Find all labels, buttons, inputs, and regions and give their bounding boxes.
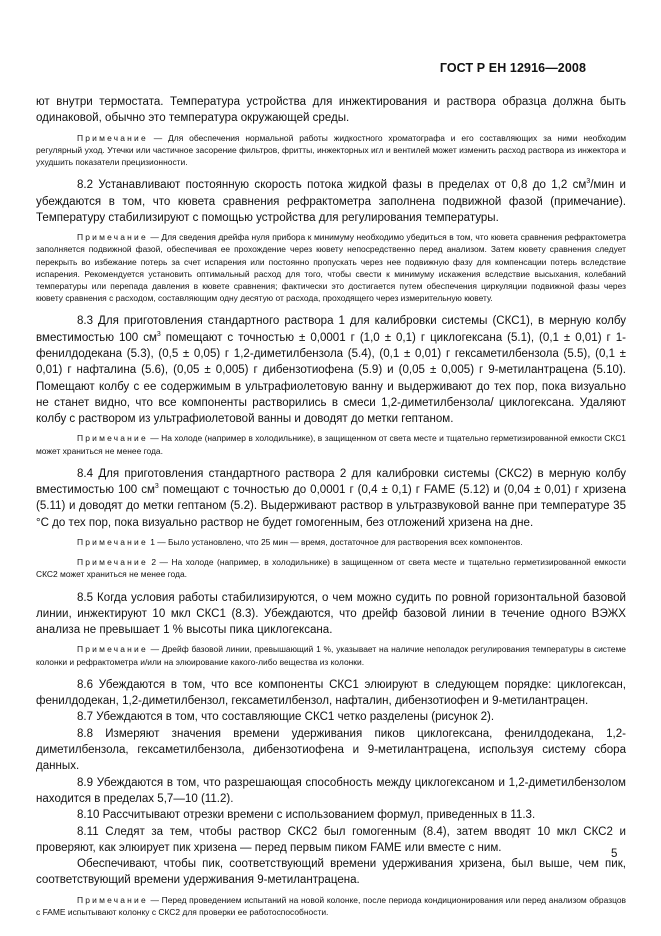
note-label: Примечание xyxy=(77,232,148,243)
note-label: Примечание xyxy=(77,433,148,444)
paragraph-8-7: 8.7 Убеждаются в том, что составляющие СКС1 четко разделены (рисунок 2). xyxy=(77,711,495,724)
note-text: — Дрейф базовой линии, превышающий 1 %, указывает на наличие неполадок регулирования температуры в системе колонки и рефрактометра и/или на элюирование какого-либо вещества из колонки. xyxy=(36,644,626,667)
note-text: — Перед проведением испытаний на новой колонке, после периода кондиционирования или перед анализом образцов с FAME испытывают колонку с СКС2 для проверки ее работоспособности. xyxy=(36,894,626,917)
note-8-4-2 xyxy=(36,556,626,580)
note-text: 2 — На холоде (например, в холодильнике) в защищенном от света месте и тщательно герметизированной емкости СКС2 может храниться не менее года. xyxy=(36,557,626,580)
note-text: 1 — Было установлено, что 25 мин — время, достаточное для растворения всех компонентов. xyxy=(147,536,523,547)
paragraph-8-11-b: Обеспечивают, чтобы пик, соответствующий времени удерживания хризена, был выше, чем пик, соответствующий времени удерживания 9-метилантрацена. xyxy=(36,858,626,887)
document-body xyxy=(36,94,626,918)
document-header: ГОСТ Р ЕН 12916—2008 xyxy=(439,61,586,75)
note-8-2 xyxy=(36,231,626,304)
paragraph-8-8: 8.8 Измеряют значения времени удерживания пиков циклогексана, фенилдодекана, 1,2-диметилбензола, гексаметилбензола, дибензотиофена и 9-метилантрацена, используя систему сбора данных. xyxy=(36,727,626,773)
note-text: — На холоде (например в холодильнике), в защищенном от света месте и тщательно герметизированной емкости СКС1 может храниться не менее года. xyxy=(36,433,626,456)
paragraph-8-3: 8.3 Для приготовления стандартного раствора 1 для калибровки системы (СКС1), в мерную колбу вместимостью 100 $см^3$ помещают с точностью ± 0,0001 г (1,0 ± 0,1) г циклогексана (5.1), (0,1 ± 0,01) г 1-фенилдодекана (5.3), (0,5 ± 0,05) г 1,2-диметилбензола (5.4), (0,1 ± 0,01) г гексаметилбензола (5.5), (0,1 ± 0,01) г нафталина (5.6), (0,05 ± 0,005) г дибензотиофена (5.9) и (0,05 ± 0,005) г 9-метилантрацена (5.10). Помещают колбу с ее содержимым в ультрафиолетовую ванну и выдерживают до тех пор, пока визуально не станет видно, что все компоненты растворились в смеси 1,2-диметилбензола/ циклогексана. Удаляют колбу с раствором из ультрафиолетовой ванны и доводят до метки гептаном. xyxy=(36,315,626,426)
note-label: Примечание xyxy=(77,132,148,143)
paragraph-8-9: 8.9 Убеждаются в том, что разрешающая способность между циклогексаном и 1,2-диметилбензолом находится в пределах 5,7—10 (11.2). xyxy=(36,776,626,805)
paragraph-8-5: 8.5 Когда условия работы стабилизируются, о чем можно судить по ровной горизонтальной базовой линии, инжектируют 10 мкл СКС1 (8.3). Убеждаются, что дрейф базовой линии в течение одного ВЭЖХ анализа не превышает 1 % высоты пика циклогексана. xyxy=(36,591,626,637)
paragraph-8-6: 8.6 Убеждаются в том, что все компоненты СКС1 элюируют в следующем порядке: циклогексан, фенилдодекан, 1,2-диметилбензол, гексаметилбензол, нафталин, дибензотиофен и 9-метилантрацен. xyxy=(36,678,626,708)
paragraph-8-11: 8.11 Следят за тем, чтобы раствор СКС2 был гомогенным (8.4), затем вводят 10 мкл СКС2 и проверяют, как элюирует пик хризена — перед первым пиком FAME или вместе с ним. xyxy=(36,825,626,854)
paragraph-8-4: 8.4 Для приготовления стандартного раствора 2 для калибровки системы (СКС2) в мерную колбу вместимостью 100 $см^3$ помещают с точностью до 0,0001 г (0,4 ± 0,1) г FAME (5.12) и (0,04 ± 0,01) г хризена (5.11) и доводят до метки гептаном (5.2). Выдерживают раствор в ультразвуковой ванне при температуре 35 °С до тех пор, пока визуально раствор не будет гомогенным, без отложений хризена на дне. xyxy=(36,467,626,529)
note-8-11 xyxy=(36,894,626,918)
paragraph-intro: ют внутри термостата. Температура устройства для инжектирования и раствора образца должна быть одинаковой, обычно это температура окружающей среды. xyxy=(36,96,626,125)
note-text: — Для сведения дрейфа нуля прибора к минимуму необходимо убедиться в том, что кювета сравнения рефрактометра заполняется подвижной фазой, обеспечивая ее прохождение через кювету непосредственно перед анализом. Затем кювету сравнения следует перекрыть во избежание потерь за счет испарения или постоянно пропускать через нее подвижную фазу для компенсации потерь вследствие испарения. Рекомендуется установить оптимальный расход для того, чтобы свести к минимуму искажения вследствие высыхания, колебаний температуры или перепада давления в кювете сравнения; фактически это достигается путем обеспечения циркуляции подвижной фазы через кювету сравнения с расходом, составляющим одну десятую от расхода, проходящего через измерительную кювету. xyxy=(36,232,626,304)
note-label: Примечание xyxy=(77,644,148,655)
note-label: Примечание xyxy=(77,557,148,568)
note-1 xyxy=(36,132,626,169)
note-8-4-1 xyxy=(36,536,626,548)
paragraph-8-10: 8.10 Рассчитывают отрезки времени с использованием формул, приведенных в 11.3. xyxy=(77,809,536,822)
note-label: Примечание xyxy=(77,894,148,905)
note-text: — Для обеспечения нормальной работы жидкостного хроматографа и его составляющих за ними необходим регулярный уход. Утечки или частичное засорение фильтров, фритты, инжекторных игл и вентилей может изменить расход раствора из инжектора и ухудшить показатели прецизионности. xyxy=(36,132,626,167)
paragraph-8-2: 8.2 Устанавливают постоянную скорость потока жидкой фазы в пределах от 0,8 до 1,2 $см^3$/мин и убеждаются в том, что кювета сравнения рефрактометра заполнена подвижной фазой (примечание). Температуру стабилизируют с помощью устройства для регулирования температуры. xyxy=(36,178,626,224)
note-8-3 xyxy=(36,432,626,456)
page-number: 5 xyxy=(611,848,618,860)
note-8-5 xyxy=(36,643,626,667)
note-label: Примечание xyxy=(77,536,148,547)
